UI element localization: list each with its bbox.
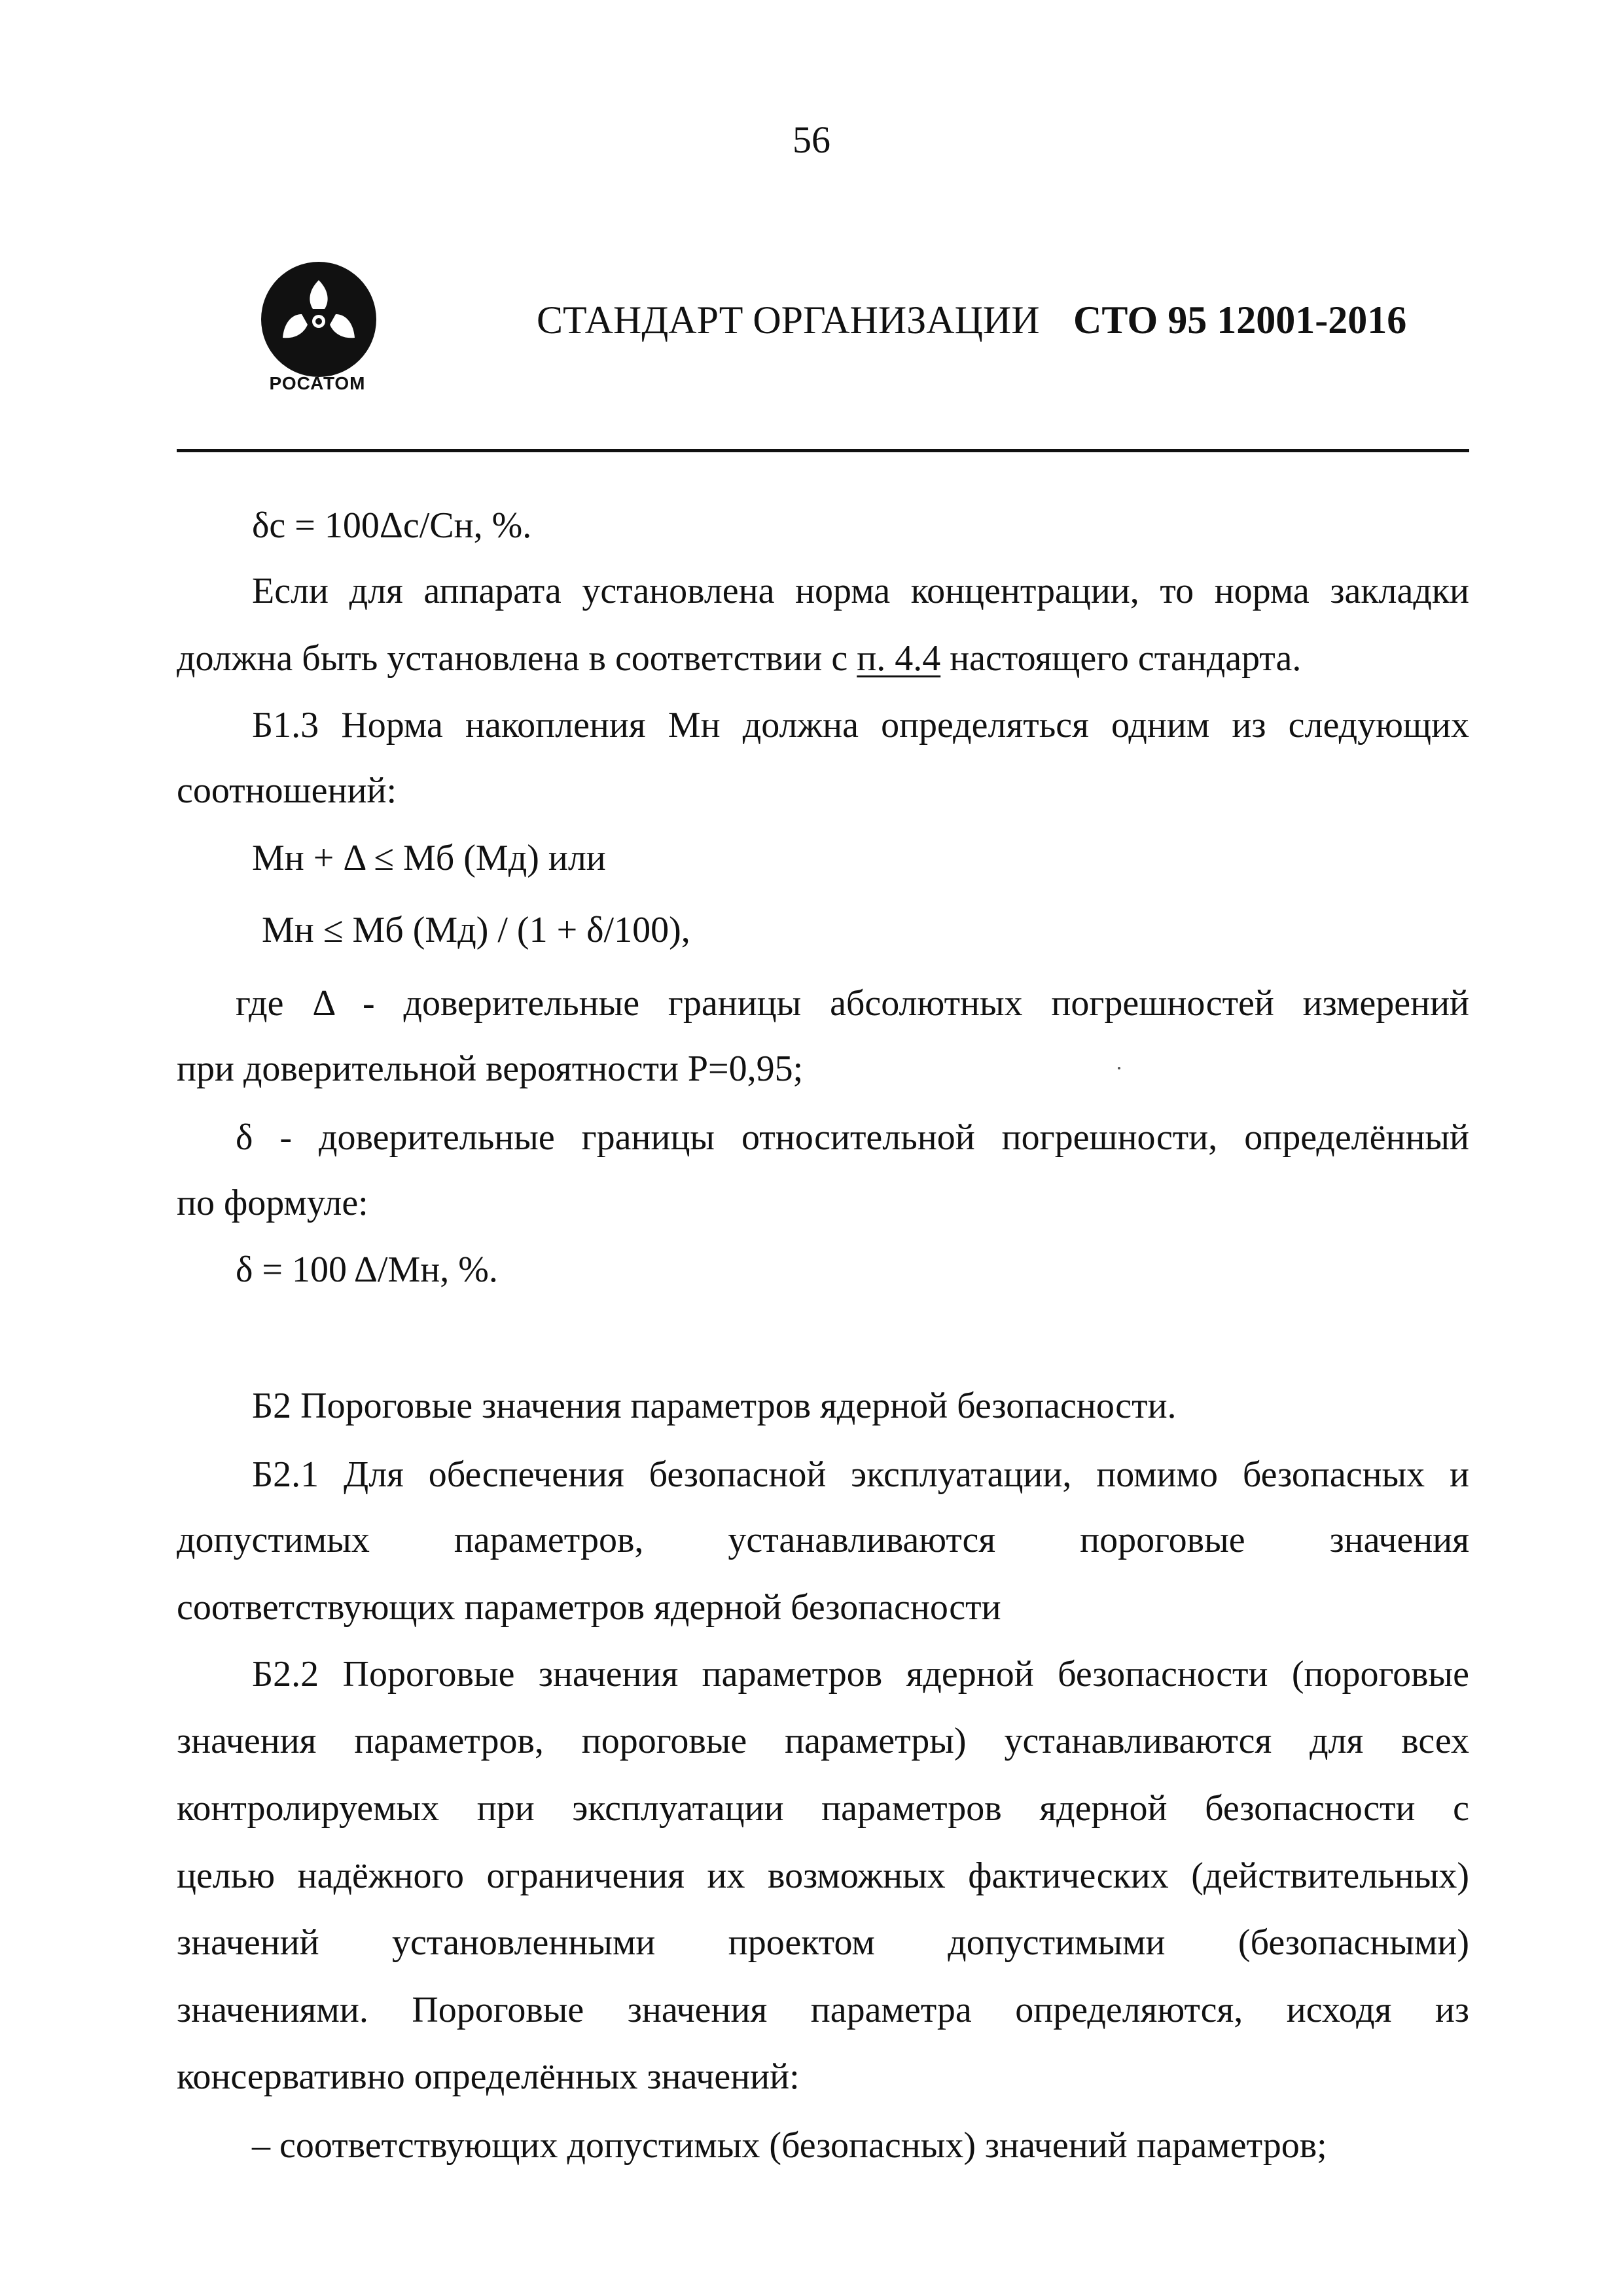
section-reference-link[interactable]: п. 4.4 <box>857 638 941 679</box>
paragraph-line: значениями. Пороговые значения параметра определяются, исходя из <box>177 1990 1469 2030</box>
paragraph-line: допустимых параметров, устанавливаются пороговые значения <box>177 1520 1469 1560</box>
paragraph-line: где Δ - доверительные границы абсолютных погрешностей измерений <box>236 983 1469 1024</box>
paragraph-line: Б2.2 Пороговые значения параметров ядерной безопасности (пороговые <box>252 1654 1469 1695</box>
header-divider <box>177 449 1469 452</box>
paragraph-line: соответствующих параметров ядерной безопасности <box>177 1587 1001 1628</box>
paragraph-line: значений установленными проектом допустимыми (безопасными) <box>177 1922 1469 1963</box>
list-item: – соответствующих допустимых (безопасных) значений параметров; <box>252 2125 1327 2166</box>
paragraph-line: значения параметров, пороговые параметры) устанавливаются для всех <box>177 1721 1469 1761</box>
paragraph-line: Б2.1 Для обеспечения безопасной эксплуатации, помимо безопасных и <box>252 1454 1469 1495</box>
org-title: СТАНДАРТ ОРГАНИЗАЦИИ <box>537 298 1040 342</box>
paragraph-line: при доверительной вероятности Р=0,95; <box>177 1049 804 1089</box>
formula-line: Мн ≤ Мб (Мд) / (1 + δ/100), <box>262 910 690 950</box>
paragraph-line: Б1.3 Норма накопления Мн должна определяться одним из следующих <box>252 705 1469 745</box>
paragraph-line: контролируемых при эксплуатации параметров ядерной безопасности с <box>177 1788 1469 1829</box>
section-heading: Б2 Пороговые значения параметров ядерной безопасности. <box>252 1386 1177 1426</box>
paragraph-line: должна быть установлена в соответствии с п. 4.4 настоящего стандарта. <box>177 638 1302 679</box>
document-code: СТО 95 12001-2016 <box>1073 298 1407 342</box>
paragraph-line: по формуле: <box>177 1183 368 1223</box>
paragraph-line: Если для аппарата установлена норма концентрации, то норма закладки <box>252 571 1469 611</box>
formula-line: Мн + Δ ≤ Мб (Мд) или <box>252 838 606 878</box>
paragraph-line: соотношений: <box>177 770 397 811</box>
scan-artifact-dot <box>1118 1067 1120 1069</box>
paragraph-line: δ - доверительные границы относительной погрешности, определённый <box>236 1117 1469 1158</box>
formula-line: δ = 100 Δ/Мн, %. <box>236 1249 498 1290</box>
page-number: 56 <box>793 118 830 161</box>
paragraph-line: консервативно определённых значений: <box>177 2056 800 2097</box>
logo-caption: РОСАТОМ <box>269 373 366 393</box>
paragraph-line: целью надёжного ограничения их возможных фактических (действительных) <box>177 1856 1469 1896</box>
formula-line: δс = 100Δс/Сн, %. <box>252 505 532 546</box>
